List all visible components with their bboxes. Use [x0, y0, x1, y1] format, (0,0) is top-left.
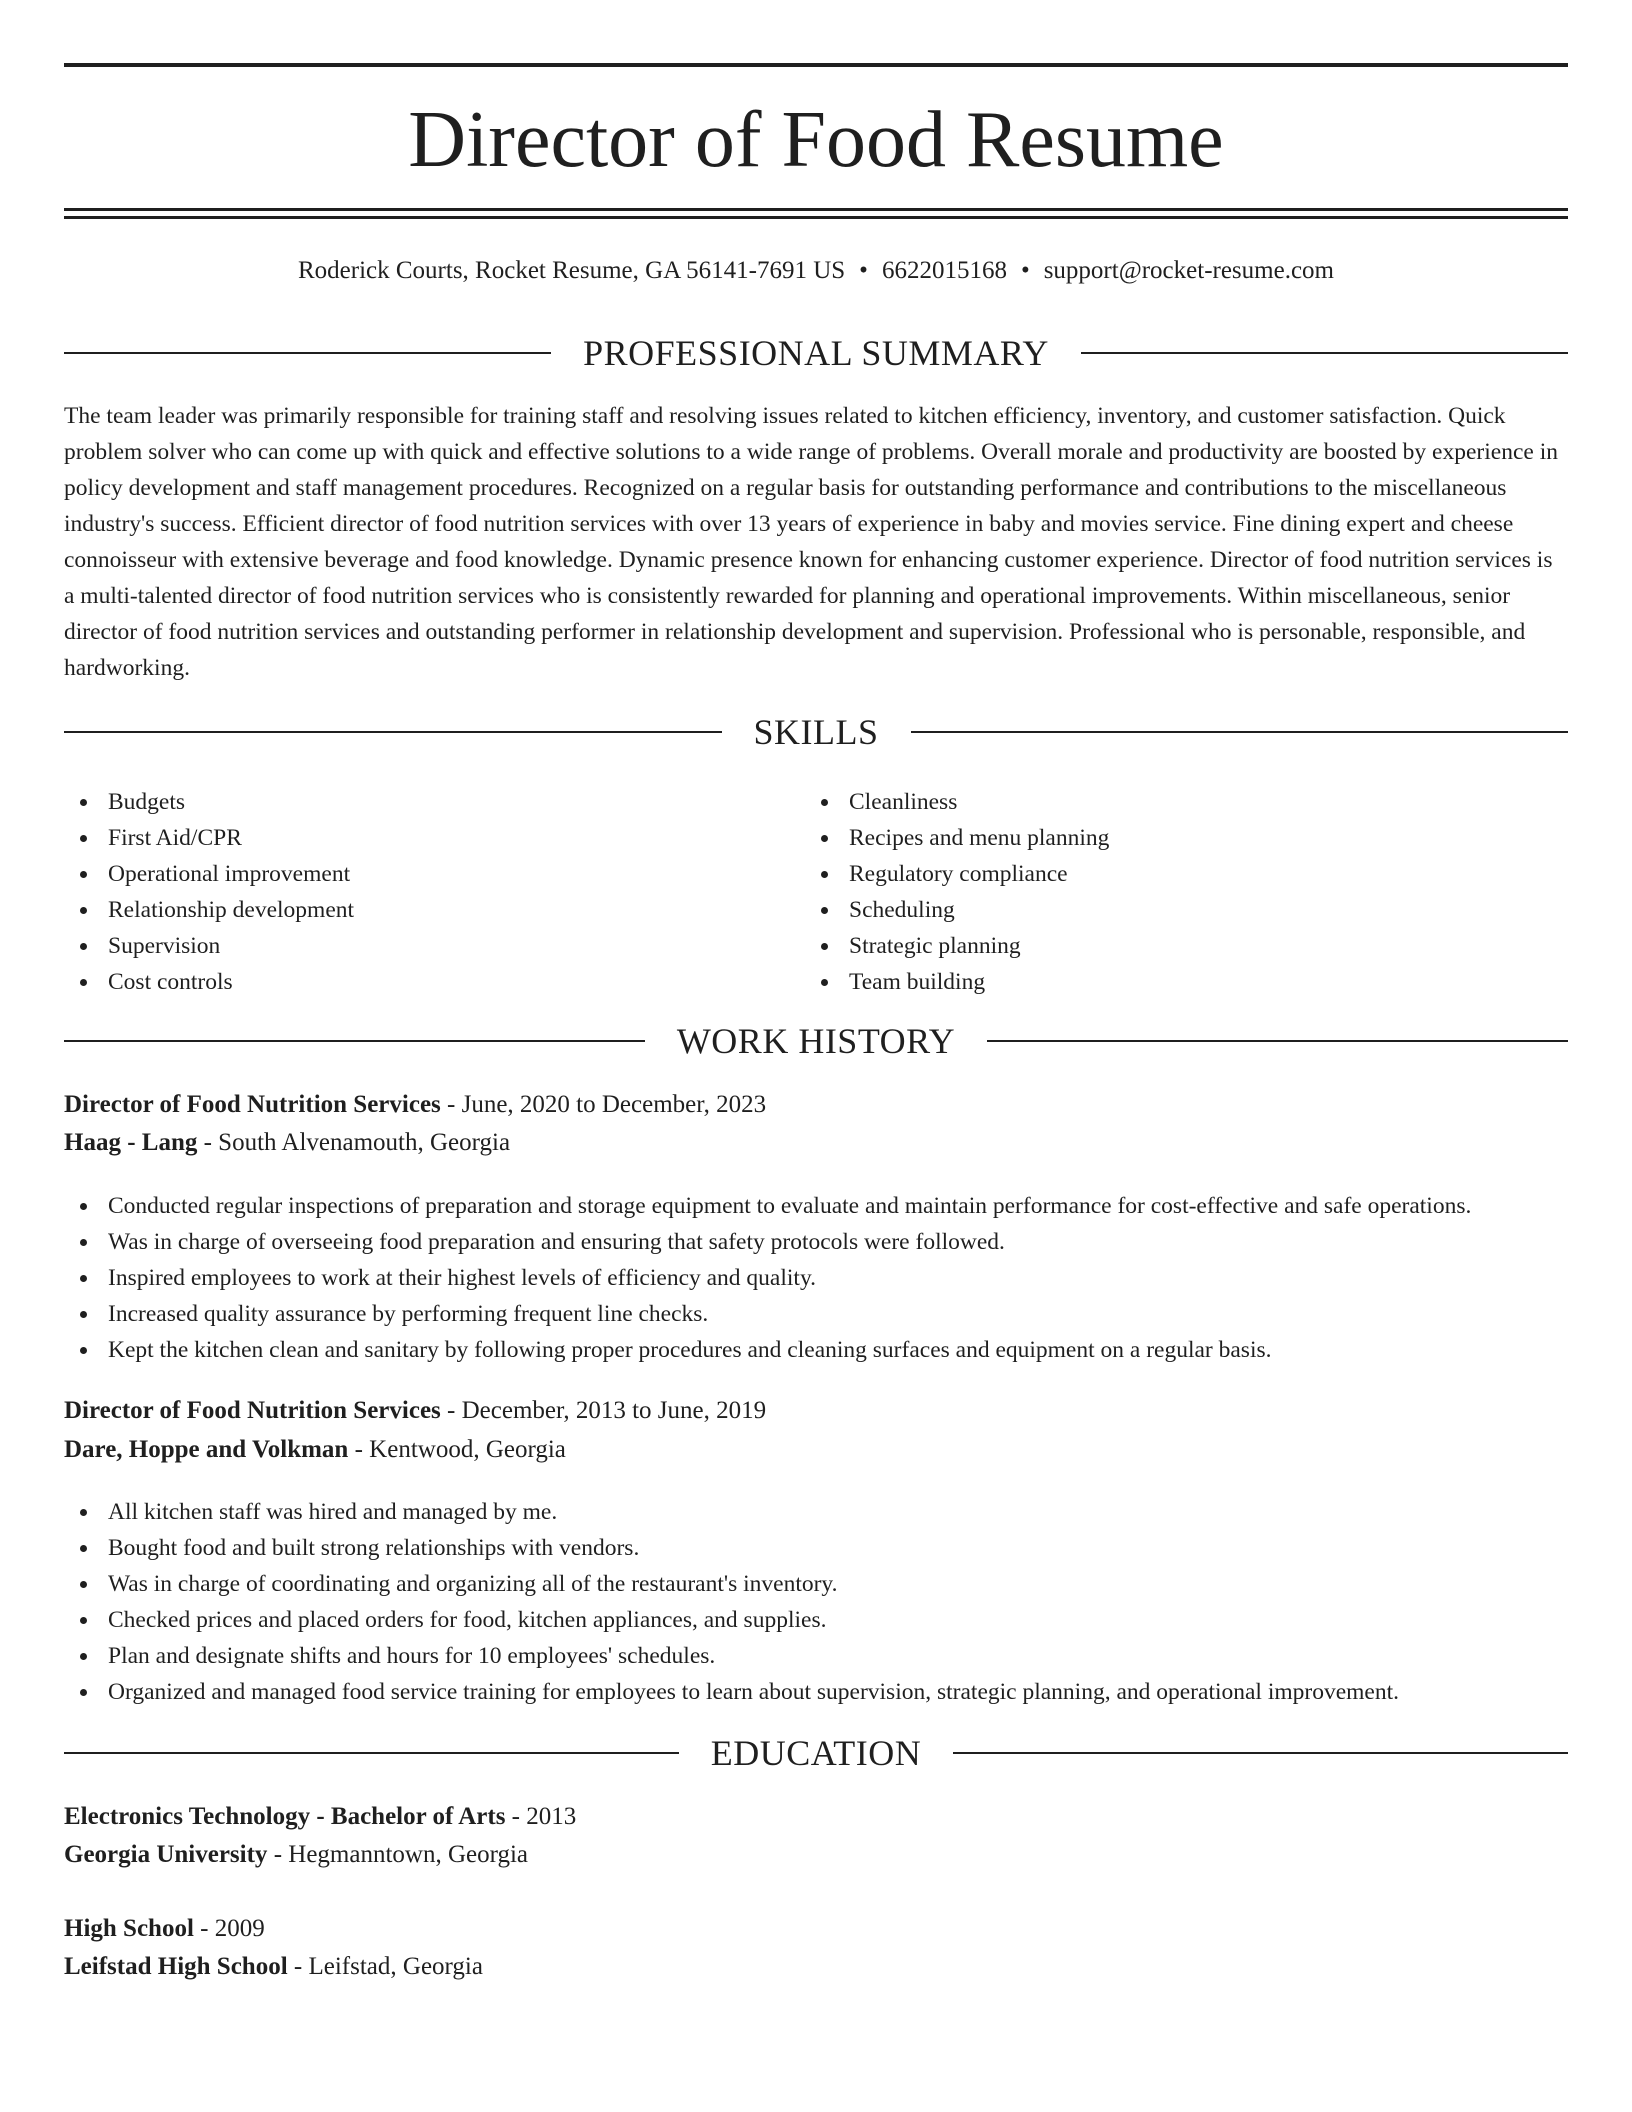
school-location: - Hegmanntown, Georgia	[267, 1841, 529, 1868]
heading-rule	[64, 731, 722, 733]
skills-list-left	[64, 784, 354, 1000]
school-line	[64, 1837, 1568, 1873]
job-company-line	[64, 1432, 1568, 1468]
job-company: Haag - Lang	[64, 1129, 198, 1156]
skill-item: Scheduling	[805, 892, 1109, 928]
skill-item: Strategic planning	[805, 928, 1109, 964]
skill-item: Operational improvement	[64, 856, 354, 892]
school-location: - Leifstad, Georgia	[287, 1953, 483, 1980]
title-rule-upper	[64, 208, 1568, 211]
skills-heading	[64, 710, 1568, 754]
job-company-line	[64, 1125, 1568, 1161]
resume-title: Director of Food Resume	[408, 96, 1224, 184]
job-bullet: Was in charge of overseeing food preparation and ensuring that safety protocols were followed.	[64, 1224, 1592, 1260]
job-bullet: Bought food and built strong relationships with vendors.	[64, 1530, 1592, 1566]
job-bullet: Organized and managed food service training for employees to learn about supervision, strategic planning, and operational improvement.	[64, 1674, 1592, 1710]
job-bullet: Kept the kitchen clean and sanitary by following proper procedures and cleaning surfaces and equipment on a regular basis.	[64, 1332, 1592, 1368]
skill-item: Relationship development	[64, 892, 354, 928]
job-company: Dare, Hoppe and Volkman	[64, 1436, 349, 1463]
summary-text: The team leader was primarily responsible for training staff and resolving issues related to kitchen efficiency, inventory, and customer satisfaction. Quick problem solver who can come up with quick and effective solutions to a wide range of problems. Overall morale and productivity are boosted by experience in policy development and staff management procedures. Recognized on a regular basis for outstanding performance and contributions to the miscellaneous industry's success. Efficient director of food nutrition services with over 13 years of experience in baby and movies service. Fine dining expert and cheese connoisseur with extensive beverage and food knowledge. Dynamic presence known for enhancing customer experience. Director of food nutrition services is a multi-talented director of food nutrition services who is consistently rewarded for planning and operational improvements. Within miscellaneous, senior director of food nutrition services and outstanding performer in relationship development and supervision. Professional who is personable, responsible, and hardworking.	[64, 403, 1558, 681]
job-location: - South Alvenamouth, Georgia	[197, 1129, 511, 1156]
skill-item: Cost controls	[64, 964, 354, 1000]
skills-list-right	[805, 784, 1109, 1000]
school: Georgia University	[64, 1841, 268, 1868]
heading-rule	[64, 1752, 679, 1754]
summary-heading	[64, 331, 1568, 375]
contact-address: Roderick Courts, Rocket Resume, GA 56141-7691 US	[297, 257, 846, 284]
degree-line	[64, 1911, 1568, 1947]
job-bullet: Plan and designate shifts and hours for 10 employees' schedules.	[64, 1638, 1592, 1674]
job-bullet: Conducted regular inspections of preparation and storage equipment to evaluate and maintain performance for cost-effective and safe operations.	[64, 1188, 1592, 1224]
degree-line	[64, 1799, 1568, 1835]
job-location: - Kentwood, Georgia	[348, 1436, 566, 1463]
skill-item: Team building	[805, 964, 1109, 1000]
degree: High School	[64, 1915, 194, 1942]
job-bullet: Inspired employees to work at their highest levels of efficiency and quality.	[64, 1260, 1592, 1296]
skill-item: Supervision	[64, 928, 354, 964]
heading-rule	[953, 1752, 1568, 1754]
job-bullets	[64, 1188, 1592, 1368]
job-bullet: Was in charge of coordinating and organizing all of the restaurant's inventory.	[64, 1566, 1592, 1602]
top-rule	[64, 63, 1568, 67]
degree: Electronics Technology - Bachelor of Arts	[64, 1803, 506, 1830]
heading-rule	[64, 352, 551, 354]
contact-phone: 6622015168	[881, 257, 1007, 284]
heading-rule	[1081, 352, 1568, 354]
education-heading-label: EDUCATION	[710, 1733, 922, 1773]
job-title-line	[64, 1087, 1568, 1123]
school: Leifstad High School	[64, 1953, 288, 1980]
job-title: Director of Food Nutrition Services	[64, 1091, 441, 1118]
contact-separator: •	[859, 257, 868, 284]
skill-item: Budgets	[64, 784, 354, 820]
skill-item: Regulatory compliance	[805, 856, 1109, 892]
heading-rule	[911, 731, 1569, 733]
work-heading	[64, 1019, 1568, 1063]
degree-year: - 2009	[193, 1915, 265, 1942]
job-dates: - December, 2013 to June, 2019	[440, 1397, 767, 1424]
skill-item: Cleanliness	[805, 784, 1109, 820]
contact-email: support@rocket-resume.com	[1043, 257, 1334, 284]
job-bullets	[64, 1494, 1592, 1710]
skill-item: First Aid/CPR	[64, 820, 354, 856]
education-heading	[64, 1731, 1568, 1775]
job-title-line	[64, 1393, 1568, 1429]
contact-line	[64, 254, 1568, 288]
title-rule-lower	[64, 216, 1568, 219]
job-title: Director of Food Nutrition Services	[64, 1397, 441, 1424]
job-bullet: All kitchen staff was hired and managed by me.	[64, 1494, 1592, 1530]
contact-separator: •	[1020, 257, 1030, 284]
heading-rule	[64, 1040, 645, 1042]
skills-heading-label: SKILLS	[753, 712, 879, 752]
work-heading-label: WORK HISTORY	[676, 1021, 956, 1061]
heading-rule	[987, 1040, 1568, 1042]
summary-heading-label: PROFESSIONAL SUMMARY	[583, 333, 1049, 373]
job-bullet: Increased quality assurance by performing frequent line checks.	[64, 1296, 1592, 1332]
school-line	[64, 1949, 1568, 1985]
job-dates: - June, 2020 to December, 2023	[440, 1091, 767, 1118]
degree-year: - 2013	[505, 1803, 577, 1830]
skill-item: Recipes and menu planning	[805, 820, 1109, 856]
job-bullet: Checked prices and placed orders for food, kitchen appliances, and supplies.	[64, 1602, 1592, 1638]
